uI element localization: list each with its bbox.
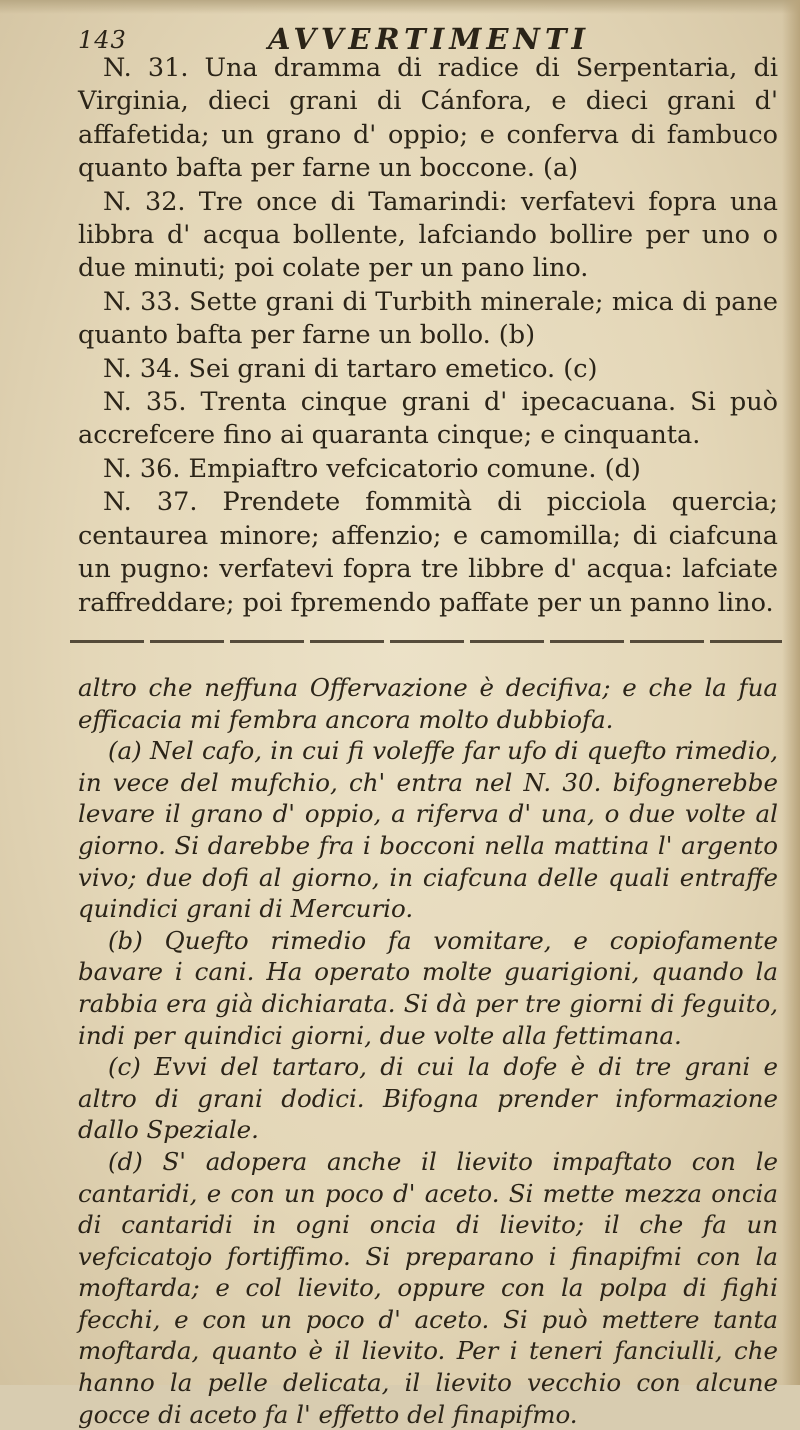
page-number: 143 [78,26,127,54]
page-edge-shadow-right [782,0,800,1385]
footnote-c: (c) Evvi del tartaro, di cui la dofe è di tre grani e altro di grani dodici. Bifogna prender informazione dallo Speziale. [78,1052,778,1145]
page-edge-shadow-top [0,0,800,14]
recipe-32: N. 32. Tre once di Tamarindi: verfatevi fopra una libbra d' acqua bollente, lafciando bollire per uno o due minuti; poi colate per un pano lino. [78,186,778,284]
running-title: AVVERTIMENTI [268,22,591,56]
page-header [78,22,778,56]
footnotes [78,672,778,1430]
recipe-34: N. 34. Sei grani di tartaro emetico. (c) [103,353,598,384]
footnote-d: (d) S' adopera anche il lievito impaftato con le cantaridi, e con un poco d' aceto. Si mette mezza oncia di cantaridi in ogni oncia di lievito; il che fa un vefcicatojo fortiffimo. Si preparano i finapifmi con la moftarda; e col lievito, oppure con la polpa di fighi fecchi, e con un poco d' aceto. Si può mettere tanta moftarda, quanto è il lievito. Per i teneri fanciulli, che hanno la pelle delicata, il lievito vecchio con alcune gocce di aceto fa l' effetto del finapifmo. [78,1146,778,1429]
recipe-37: N. 37. Prendete fommità di picciola quercia; centaurea minore; affenzio; e camomilla; di ciafcuna un pugno: verfatevi fopra tre libbre d' acqua: lafciate raffreddare; poi fpremendo paffate per un panno lino. [78,487,778,618]
footnote-a: (a) Nel cafo, in cui fi voleffe far ufo di quefto rimedio, in vece del mufchio, ch' entra nel N. 30. bifognerebbe levare il grano d' oppio, a riferva d' una, o due volte al giorno. Si darebbe fra i bocconi nella mattina l' argento vivo; due dofi al giorno, in ciafcuna delle quali entraffe quindici grani di Mercurio. [78,736,778,924]
recipe-list [78,52,778,620]
recipe-33: N. 33. Sette grani di Turbith minerale; mica di pane quanto bafta per farne un bollo. (b) [78,286,778,351]
recipe-31: N. 31. Una dramma di radice di Serpentaria, di Virginia, dieci grani di Cánfora, e dieci grani d' affafetida; un grano d' oppio; e conferva di fambuco quanto bafta per farne un boccone. (a) [78,53,778,184]
footnote-continuation: altro che neffuna Offervazione è decifiva; e che la fua efficacia mi fembra ancora molto dubbiofa. [78,673,778,734]
footnote-separator-rule [70,640,782,643]
footnote-b: (b) Quefto rimedio fa vomitare, e copiofamente bavare i cani. Ha operato molte guarigioni, quando la rabbia era già dichiarata. Si dà per tre giorni di feguito, indi per quindici giorni, due volte alla fettimana. [78,925,778,1050]
recipe-35: N. 35. Trenta cinque grani d' ipecacuana. Si può accrefcere fino ai quaranta cinque; e cinquanta. [78,387,778,451]
recipe-36: N. 36. Empiaftro vefcicatorio comune. (d) [103,453,641,484]
